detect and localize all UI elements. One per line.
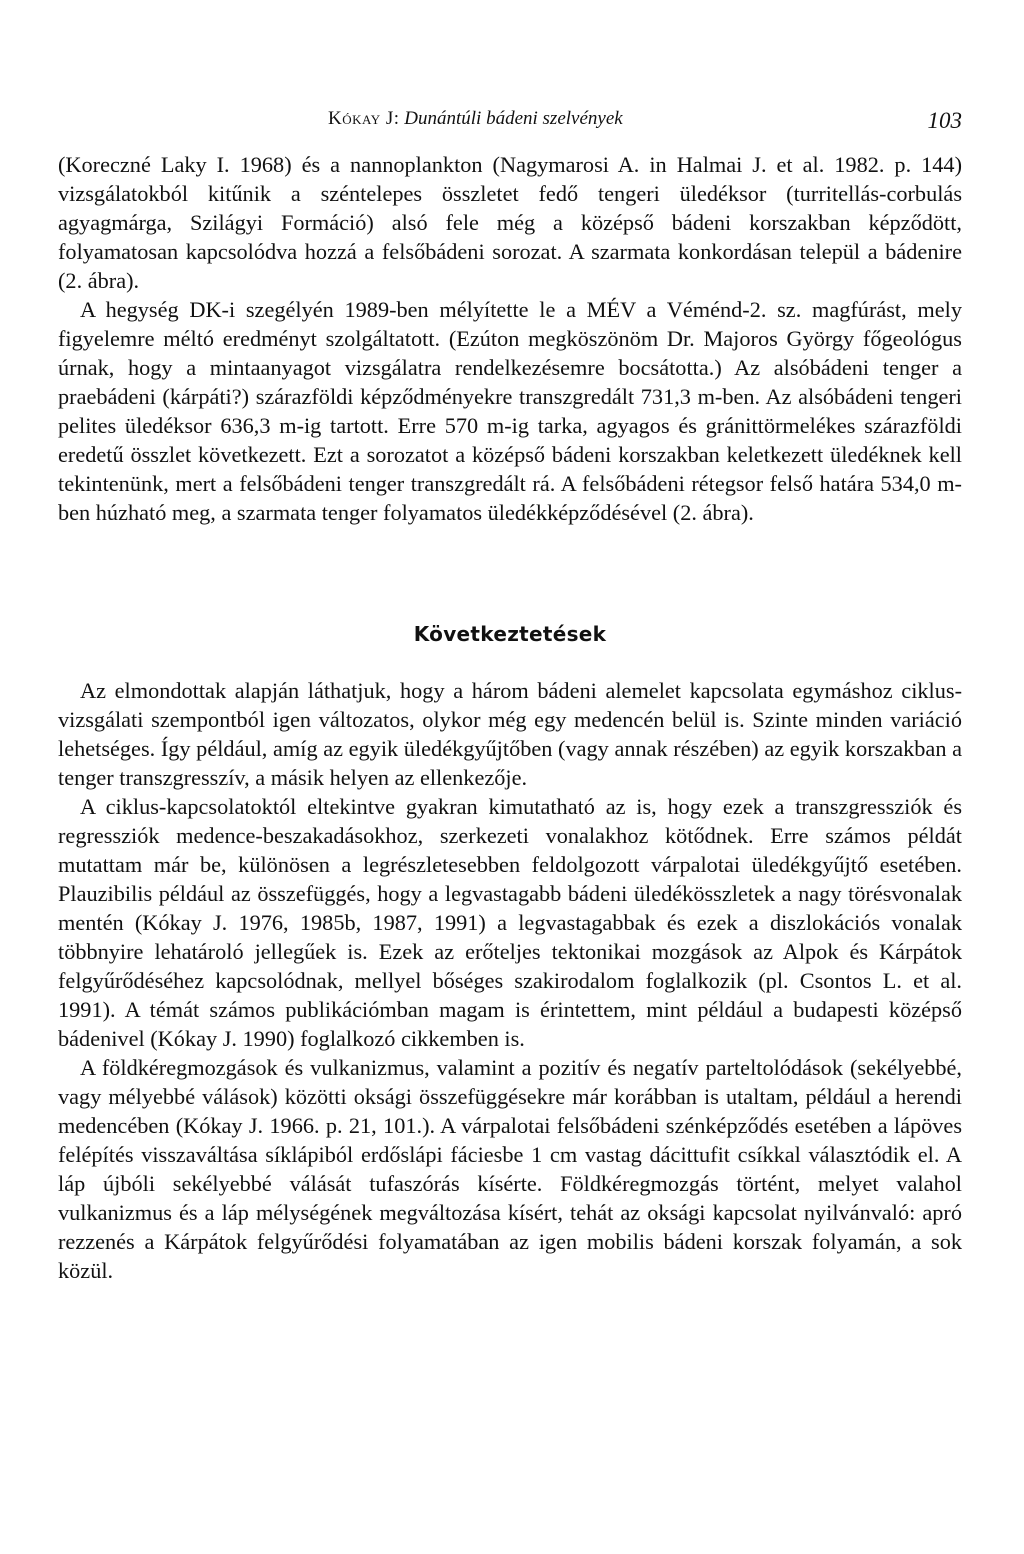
- body-text: [58, 150, 962, 527]
- document-page: [58, 0, 962, 1554]
- paragraph: (Koreczné Laky I. 1968) és a nannoplankton (Nagymarosi A. in Halmai J. et al. 1982. p. 144) vizsgálatokból kitűnik a széntelepes összletet fedő tengeri üledéksor (turritellás-corbulás agyagmárga, Szilágyi Formáció) alsó fele még a középső bádeni korszakban képződött, folyamatosan kapcsolódva hozzá a felsőbádeni sorozat. A szarmata konkordásan települ a bádenire (2. ábra).: [58, 152, 962, 293]
- paragraph: Az elmondottak alapján láthatjuk, hogy a három bádeni alemelet kapcsolata egymáshoz ciklus-vizsgálati szempontból igen változatos, olykor még egy medencén belül is. Szinte minden variáció lehetséges. Így például, amíg az egyik üledékgyűjtőben (vagy annak részében) az egyik korszakban a tenger transzgresszív, a másik helyen az ellenkezője.: [58, 678, 962, 790]
- page-number: 103: [927, 108, 962, 133]
- paragraph: A ciklus-kapcsolatoktól eltekintve gyakran kimutatható az is, hogy ezek a transzgressziók és regressziók medence-beszakadásokhoz, szerkezeti vonalakhoz kötődnek. Erre számos példát mutattam már be, különösen a legrészletesebben feldolgozott várpalotai üledékgyűjtő esetében. Plauzibilis például az összefüggés, hogy a legvastagabb bádeni üledékösszletek a nagy törésvonalak mentén (Kókay J. 1976, 1985b, 1987, 1991) a legvastagabbak és ezek a diszlokációs vonalak többnyire lehatároló jellegűek is. Ezek az erőteljes tektonikai mozgások az Alpok és Kárpátok felgyűrődéséhez kapcsolódnak, mellyel bőséges szakirodalom foglalkozik (pl. Csontos L. et al. 1991). A témát számos publikációmban magam is érintettem, mint például a budapesti középső bádenivel (Kókay J. 1990) foglalkozó cikkemben is.: [58, 794, 962, 1051]
- paragraph: A földkéregmozgások és vulkanizmus, valamint a pozitív és negatív parteltolódások (sekélyebbé, vagy mélyebbé válások) közötti oksági összefüggésekre már korábban is utaltam, például a herendi medencében (Kókay J. 1966. p. 21, 101.). A várpalotai felsőbádeni szénképződés esetében a lápöves felépítés visszaváltása síklápiból erdőslápi fáciesbe 1 cm vastag dácittufit csíkkal választódik el. A láp újbóli sekélyebbé válását tufaszórás kísérte. Földkéregmozgás történt, melyet valahol vulkanizmus és a láp mélységének megváltozása kísért, tehát az oksági kapcsolat nyilvánvaló: apró rezzenés a Kárpátok felgyűrődési folyamatában az igen mobilis bádeni korszak folyamán, a sok közül.: [58, 1055, 962, 1283]
- section-body: [58, 676, 962, 1285]
- header-title: Dunántúli bádeni szelvények: [404, 108, 623, 129]
- section-heading: Következtetések: [413, 622, 607, 646]
- header-author: Kókay J:: [328, 108, 400, 129]
- running-header: [58, 108, 962, 148]
- paragraph: A hegység DK-i szegélyén 1989-ben mélyítette le a MÉV a Véménd-2. sz. magfúrást, mely figyelemre méltó eredményt szolgáltatott. (Ezúton megköszönöm Dr. Majoros György főgeológus úrnak, hogy a mintaanyagot vizsgálatra rendelkezésemre bocsátotta.) Az alsóbádeni tenger a praebádeni (kárpáti?) szárazföldi képződményekre transzgredált 731,3 m-ben. Az alsóbádeni tengeri pelites üledéksor 636,3 m-ig tartott. Erre 570 m-ig tarka, agyagos és gránittörmelékes szárazföldi eredetű összlet következett. Ezt a sorozatot a középső bádeni korszakban keletkezett üledéknek kell tekintenünk, mert a felsőbádeni tenger transzgredált rá. A felsőbádeni rétegsor felső határa 534,0 m-ben húzható meg, a szarmata tenger folyamatos üledékképződésével (2. ábra).: [58, 297, 962, 525]
- running-title: [328, 108, 623, 130]
